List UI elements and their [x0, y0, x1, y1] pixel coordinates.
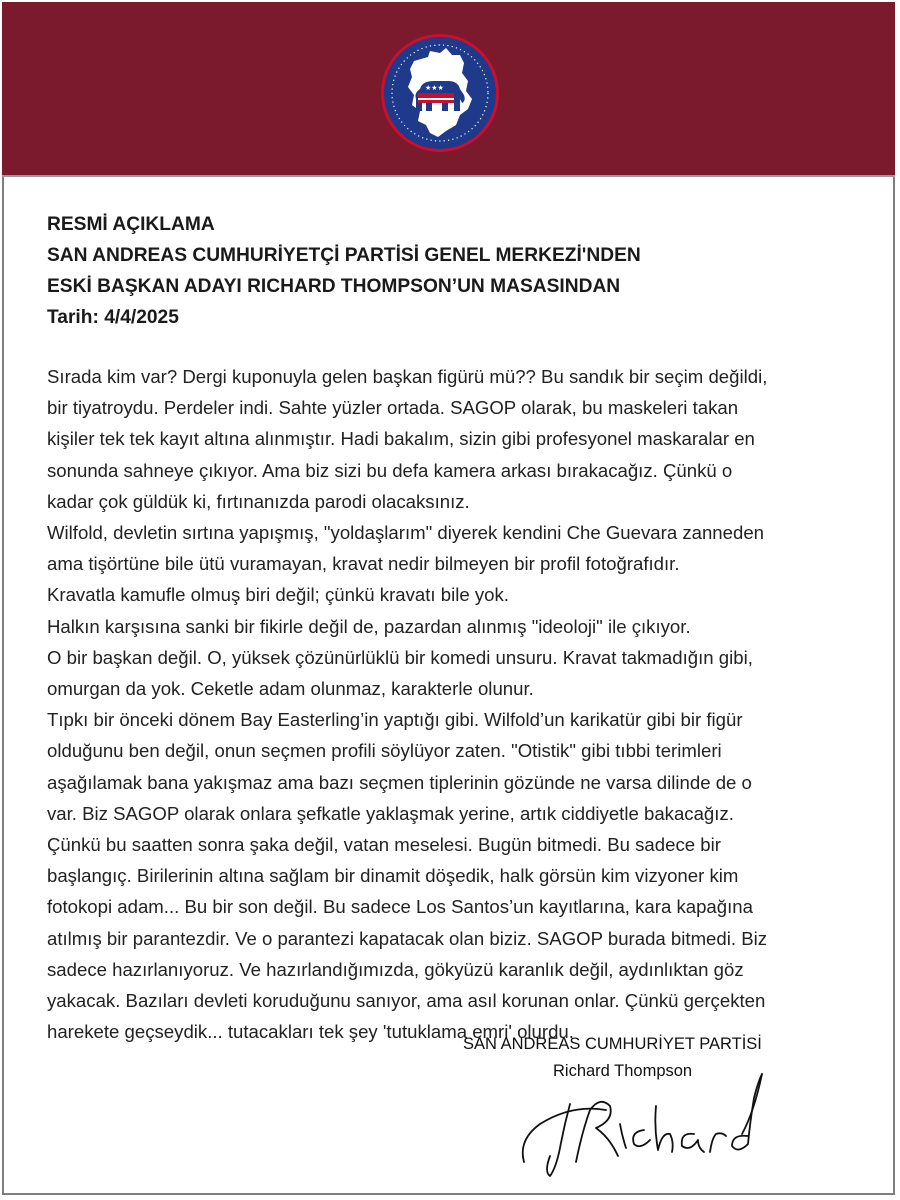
heading-title: RESMİ AÇIKLAMA	[47, 214, 215, 235]
signature-party: SAN ANDREAS CUMHURİYET PARTİSİ	[463, 1035, 762, 1053]
body-line: sonunda sahneye çıkıyor. Ama biz sizi bu defa kamera arkası bırakacağız. Çünkü o	[47, 459, 733, 481]
body-line: ama tişörtüne bile ütü vuramayan, kravat nedir bilmeyen bir profil fotoğrafıdır.	[47, 553, 680, 575]
party-seal-icon	[380, 33, 500, 153]
body-line: Tıpkı bir önceki dönem Bay Easterling’in yaptığı gibi. Wilfold’un karikatür gibi bir figür	[47, 709, 743, 731]
handwritten-signature	[510, 1052, 770, 1182]
body-line: kişiler tek tek kayıt altına alınmıştır. Hadi bakalım, sizin gibi profesyonel maskaralar en	[47, 428, 755, 450]
body-line: fotokopi adam... Bu bir son değil. Bu sadece Los Santos’un kayıtlarına, kara kapağına	[47, 896, 753, 918]
body-line: atılmış bir parantezdir. Ve o parantezi kapatacak olan biziz. SAGOP burada bitmedi. Biz	[47, 927, 768, 949]
body-line: O bir başkan değil. O, yüksek çözünürlüklü bir komedi unsuru. Kravat takmadığın gibi,	[47, 646, 753, 668]
heading-origin: SAN ANDREAS CUMHURİYETÇİ PARTİSİ GENEL MERKEZİ'NDEN	[47, 245, 641, 266]
body-line: başlangıç. Birilerinin altına sağlam bir dinamit döşedik, halk görsün kim vizyoner kim	[47, 865, 739, 887]
svg-text:★★★: ★★★	[425, 84, 444, 92]
body-line: Çünkü bu saatten sonra şaka değil, vatan meselesi. Bugün bitmedi. Bu sadece bir	[47, 834, 721, 856]
heading-desk: ESKİ BAŞKAN ADAYI RICHARD THOMPSON’UN MASASINDAN	[47, 276, 621, 297]
header-banner	[2, 2, 895, 177]
body-line: harekete geçseydik... tutacakları tek şey 'tutuklama emri' olurdu.	[47, 1021, 574, 1043]
body-line: yakacak. Bazıları devleti koruduğunu sanıyor, ama asıl korunan onlar. Çünkü gerçekten	[47, 990, 766, 1012]
body-line: kadar çok güldük ki, fırtınanızda parodi olacaksınız.	[47, 490, 470, 512]
body-line: omurgan da yok. Ceketle adam olunmaz, karakterle olunur.	[47, 678, 534, 700]
body-line: Kravatla kamufle olmuş biri değil; çünkü kravatı bile yok.	[47, 584, 509, 606]
body-line: Halkın karşısına sanki bir fikirle değil de, pazardan alınmış "ideoloji" ile çıkıyor.	[47, 615, 691, 637]
body-line: Sırada kim var? Dergi kuponuyla gelen başkan figürü mü?? Bu sandık bir seçim değildi,	[47, 366, 768, 387]
signature-name: Richard Thompson	[553, 1062, 693, 1080]
statement-heading	[47, 209, 847, 333]
heading-date: Tarih: 4/4/2025	[47, 307, 179, 328]
statement-body	[47, 361, 847, 1047]
body-line: bir tiyatroydu. Perdeler indi. Sahte yüzler ortada. SAGOP olarak, bu maskeleri takan	[47, 397, 739, 419]
body-line: Wilfold, devletin sırtına yapışmış, "yoldaşlarım" diyerek kendini Che Guevara zanneden	[47, 522, 765, 544]
body-line: olduğunu ben değil, onun seçmen profili söylüyor zaten. "Otistik" gibi tıbbi terimleri	[47, 740, 722, 762]
body-line: var. Biz SAGOP olarak onlara şefkatle yaklaşmak yerine, artık ciddiyetle bakacağız.	[47, 802, 734, 824]
body-line: sadece hazırlanıyoruz. Ve hazırlandığımızda, gökyüzü karanlık değil, aydınlıktan göz	[47, 958, 744, 980]
body-line: aşağılamak bana yakışmaz ama bazı seçmen tiplerinin gözünde ne varsa dilinde de o	[47, 771, 752, 793]
